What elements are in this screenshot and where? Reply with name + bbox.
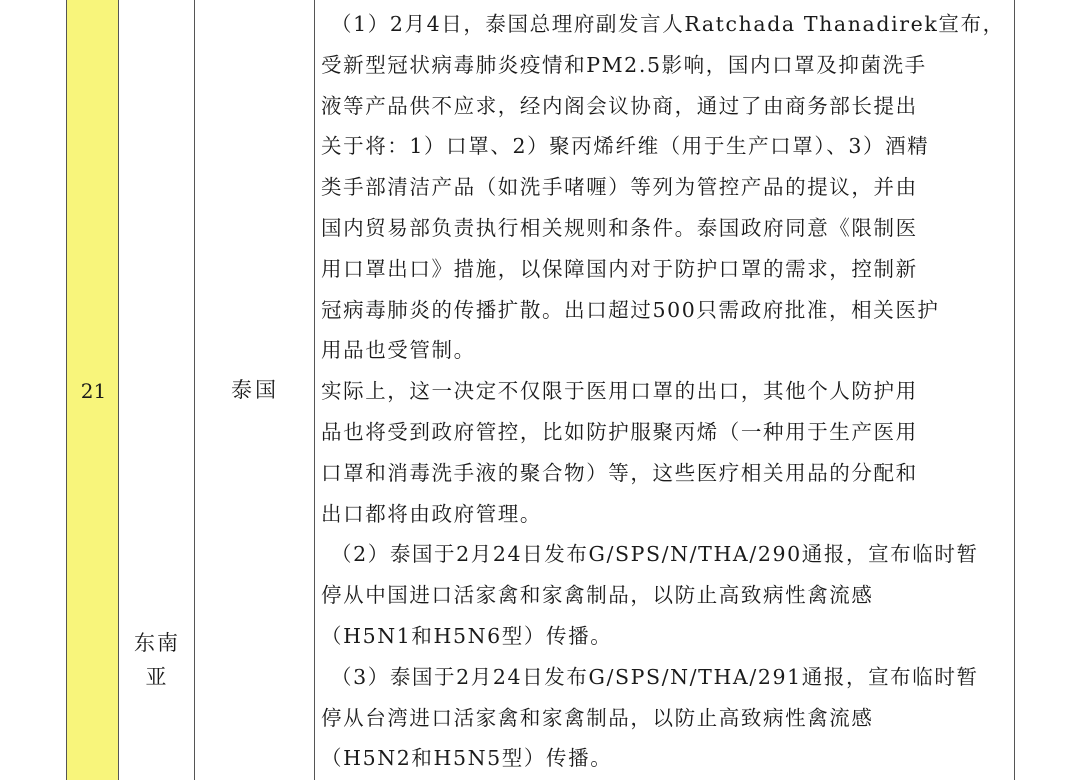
region-cell xyxy=(119,0,195,780)
content-line: 冠病毒肺炎的传播扩散。出口超过500只需政府批准，相关医护 xyxy=(321,297,940,322)
country-cell xyxy=(195,0,315,780)
content-line: 出口都将由政府管理。 xyxy=(321,501,542,526)
content-line: 受新型冠状病毒肺炎疫情和PM2.5影响，国内口罩及抑菌洗手 xyxy=(321,52,927,77)
content-text xyxy=(321,4,1007,779)
row-number-cell xyxy=(66,0,119,780)
country-label: 泰国 xyxy=(231,378,279,402)
row-number: 21 xyxy=(80,379,107,403)
content-line: 用口罩出口》措施，以保障国内对于防护口罩的需求，控制新 xyxy=(321,256,918,281)
content-line: （H5N1和H5N6型）传播。 xyxy=(321,623,613,648)
region-label-line-1: 东南 xyxy=(134,631,180,655)
region-label-line-2: 亚 xyxy=(145,665,169,689)
content-line: 实际上，这一决定不仅限于医用口罩的出口，其他个人防护用 xyxy=(321,379,918,404)
content-line: 关于将：1）口罩、2）聚丙烯纤维（用于生产口罩）、3）酒精 xyxy=(321,134,930,159)
content-line: 用品也受管制。 xyxy=(321,338,476,363)
content-line: 口罩和消毒洗手液的聚合物）等，这些医疗相关用品的分配和 xyxy=(321,460,918,485)
content-line: 国内贸易部负责执行相关规则和条件。泰国政府同意《限制医 xyxy=(321,215,918,240)
content-line: 品也将受到政府管控，比如防护服聚丙烯（一种用于生产医用 xyxy=(321,419,918,444)
region-label xyxy=(119,626,195,694)
content-line: （H5N2和H5N5型）传播。 xyxy=(321,746,613,771)
content-line: （1）2月4日，泰国总理府副发言人Ratchada Thanadirek宣布， xyxy=(331,12,1005,36)
content-line: （3）泰国于2月24日发布G/SPS/N/THA/291通报，宣布临时暂 xyxy=(331,664,979,689)
content-line: 停从台湾进口活家禽和家禽制品，以防止高致病性禽流感 xyxy=(321,705,874,730)
content-line: 类手部清洁产品（如洗手啫喱）等列为管控产品的提议，并由 xyxy=(321,175,918,200)
content-cell xyxy=(315,0,1015,780)
content-line: （2）泰国于2月24日发布G/SPS/N/THA/290通报，宣布临时暂 xyxy=(331,542,979,567)
content-line: 液等产品供不应求，经内阁会议协商，通过了由商务部长提出 xyxy=(321,93,918,118)
content-line: 停从中国进口活家禽和家禽制品，以防止高致病性禽流感 xyxy=(321,583,874,608)
